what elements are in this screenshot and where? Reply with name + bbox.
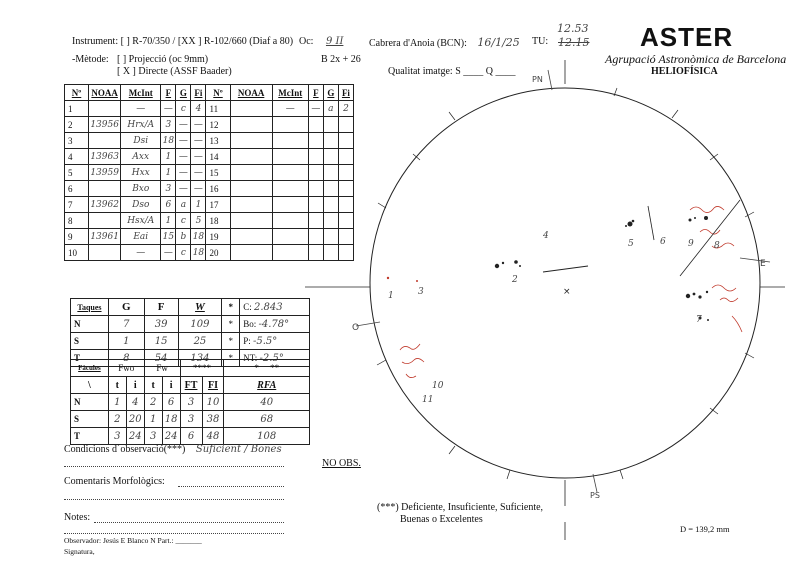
spots-cell-g: —: [176, 133, 191, 149]
facules-cell: 38: [202, 411, 224, 428]
spots-header-2: McInt: [121, 85, 161, 101]
taques-cell-label: S: [71, 333, 109, 350]
param-label: Bo:: [243, 318, 257, 329]
group-label-2: 2: [512, 275, 518, 285]
spots-cell-n2: 20: [206, 245, 230, 261]
spots-cell-g: a: [176, 197, 191, 213]
taques-cell-label: N: [71, 316, 109, 333]
spots-cell-g: c: [176, 101, 191, 117]
spots-cell-f: 18: [161, 133, 176, 149]
taques-cell-s: *: [222, 333, 240, 350]
param-label: C:: [243, 301, 252, 312]
pole-north-label: PN: [532, 75, 543, 84]
condition-legend-2: Buenas o Excelentes: [400, 514, 483, 525]
param-label: P:: [243, 335, 251, 346]
facules-header-3: ****: [180, 360, 224, 377]
facules-cell: 3: [144, 428, 162, 445]
group-label-1: 1: [388, 291, 394, 301]
facules-row-label: T: [71, 428, 109, 445]
tu-struck-value: 12.15: [558, 36, 590, 49]
spots-cell-mcint: Eai: [121, 229, 161, 245]
spots-cell-noaa: 13956: [89, 117, 121, 133]
spots-header-9: F: [308, 85, 323, 101]
notes-label: Notes:: [64, 512, 91, 523]
spots-cell-fi: 5: [191, 213, 206, 229]
spots-cell-fi2: 2: [338, 101, 353, 117]
spots-cell-n2: 15: [206, 165, 230, 181]
facules-cell: 20: [126, 411, 144, 428]
facules-cell: 68: [224, 411, 310, 428]
spots-cell-f: —: [161, 245, 176, 261]
instrument-text: [ ] R-70/350 / [XX ] R-102/660 (Diaf a 80): [120, 36, 294, 47]
east-marker: [740, 258, 770, 269]
pole-south-marker: [590, 474, 600, 500]
spots-cell-n2: 17: [206, 197, 230, 213]
centre-cross: ×: [563, 287, 571, 297]
spots-cell-f: 1: [161, 149, 176, 165]
facules-subheader-1: t: [108, 377, 126, 394]
taques-header-4: *: [222, 299, 240, 316]
spots-cell-mcint: Hxx: [121, 165, 161, 181]
tu-label: TU:: [532, 36, 549, 47]
param-value: 2.843: [254, 301, 283, 313]
disk-diameter: D = 139,2 mm: [680, 524, 730, 534]
facules-header-1: Fwo: [108, 360, 144, 377]
facules-header-0: Fàcules: [71, 360, 109, 377]
spots-cell-mcint: Hsx/A: [121, 213, 161, 229]
pole-north-marker: [532, 70, 552, 90]
facules-subheader-6: FI: [202, 377, 224, 394]
spots-cell-fi: —: [191, 149, 206, 165]
spots-cell-noaa: 13961: [89, 229, 121, 245]
taques-header-3: W: [178, 299, 222, 316]
spots-cell-n: 3: [65, 133, 89, 149]
faculae-small: [387, 277, 418, 282]
spots-cell-fi: —: [191, 165, 206, 181]
taques-cell-label: T: [71, 350, 109, 367]
spots-cell-n: 6: [65, 181, 89, 197]
faculae-west: [400, 344, 424, 378]
spots-cell-f: 15: [161, 229, 176, 245]
observer-line: Observador: Jesús E Blanco N Part.: _______: [64, 536, 202, 545]
spots-cell-mcint2: —: [272, 101, 308, 117]
taques-cell-f: 39: [144, 316, 178, 333]
facules-cell: 24: [126, 428, 144, 445]
spots-cell-noaa: 13962: [89, 197, 121, 213]
facules-cell: 108: [224, 428, 310, 445]
spots-cell-f: 1: [161, 213, 176, 229]
facules-row-label: N: [71, 394, 109, 411]
condition-legend-1: (***) Deficiente, Insuficiente, Suficiente,: [377, 502, 544, 513]
taques-cell-w: 109: [178, 316, 222, 333]
facules-subheader-0: \: [71, 377, 109, 394]
facules-cell: 1: [144, 411, 162, 428]
group-label-3: 3: [418, 287, 424, 297]
group-label-5: 5: [628, 239, 634, 249]
spots-cell-g: c: [176, 213, 191, 229]
spots-cell-mcint: Axx: [121, 149, 161, 165]
spot-group-9: [686, 291, 708, 299]
method-label: -Mètode:: [72, 54, 109, 65]
spots-cell-f2: —: [308, 101, 323, 117]
spots-cell-n2: 19: [206, 229, 230, 245]
spot-group-2: [495, 260, 521, 268]
spots-cell-n: 1: [65, 101, 89, 117]
oc-label: Oc:: [299, 36, 314, 47]
spots-header-7: NOAA: [230, 85, 272, 101]
spots-cell-g: b: [176, 229, 191, 245]
spots-cell-mcint: Hrx/A: [121, 117, 161, 133]
facules-row-label: S: [71, 411, 109, 428]
taques-cell-g: 7: [108, 316, 144, 333]
spots-cell-mcint: Dso: [121, 197, 161, 213]
spots-cell-fi: 18: [191, 245, 206, 261]
spots-header-8: McInt: [272, 85, 308, 101]
facules-subheader-5: FT: [180, 377, 202, 394]
spots-cell-g: —: [176, 181, 191, 197]
spots-cell-g: c: [176, 245, 191, 261]
facules-cell: 1: [108, 394, 126, 411]
spots-header-1: NOAA: [89, 85, 121, 101]
param-value: -2.5°: [259, 352, 284, 364]
spots-cell-mcint: —: [121, 245, 161, 261]
spots-cell-n2: 14: [206, 149, 230, 165]
spots-cell-mcint: Bxo: [121, 181, 161, 197]
location-label: Cabrera d'Anoia (BCN):: [369, 38, 467, 49]
facules-cell: 10: [202, 394, 224, 411]
morphology-label: Comentaris Morfològics:: [64, 476, 165, 487]
group-label-11: 11: [422, 395, 434, 405]
equator-line: [543, 266, 588, 272]
facules-cell: 2: [144, 394, 162, 411]
oc-value: 9 II: [325, 36, 344, 47]
facules-subheader-3: t: [144, 377, 162, 394]
east-label: E: [760, 259, 766, 269]
facules-header-4: *: [254, 363, 259, 373]
facules-subheader-2: i: [126, 377, 144, 394]
spots-cell-g2: a: [323, 101, 338, 117]
taques-header-2: F: [144, 299, 178, 316]
group-labels: [388, 231, 720, 405]
spots-cell-n2: 12: [206, 117, 230, 133]
spots-cell-n: 4: [65, 149, 89, 165]
param-value: -5.5°: [253, 335, 278, 347]
spots-cell-f: 1: [161, 165, 176, 181]
spots-cell-fi: —: [191, 117, 206, 133]
no-obs-label: NO OBS.: [322, 458, 361, 469]
spots-cell-g: —: [176, 117, 191, 133]
group-label-4: 4: [543, 231, 549, 241]
facules-cell: 4: [126, 394, 144, 411]
instrument-label: Instrument:: [72, 36, 119, 47]
facules-cell: 6: [162, 394, 180, 411]
spots-cell-g: —: [176, 149, 191, 165]
group-divider-2: [648, 206, 654, 240]
method-option-direct: [ X ] Directe (ASSF Baader): [117, 66, 232, 77]
brand-section: HELIOFÍSICA: [651, 66, 718, 77]
faculae-east: [690, 206, 742, 332]
group-label-10: 10: [432, 381, 444, 391]
spots-cell-n: 5: [65, 165, 89, 181]
spots-cell-n: 10: [65, 245, 89, 261]
conditions-value: Suficient / Bones: [195, 444, 282, 455]
spots-header-11: Fi: [338, 85, 353, 101]
facules-cell: 24: [162, 428, 180, 445]
group-label-8: 8: [714, 241, 720, 251]
spots-cell-n: 7: [65, 197, 89, 213]
facules-cell: 40: [224, 394, 310, 411]
date-value: 16/1/25: [477, 36, 520, 49]
spots-cell-fi: 4: [191, 101, 206, 117]
spots-cell-n: 8: [65, 213, 89, 229]
conditions-label: Condicions d´observació(***): [64, 444, 186, 455]
spots-cell-n: 9: [65, 229, 89, 245]
solar-disk-outline: [370, 88, 760, 478]
spots-cell-fi: —: [191, 133, 206, 149]
taques-cell-w: 25: [178, 333, 222, 350]
spots-cell-n: 2: [65, 117, 89, 133]
spots-cell-noaa: 13963: [89, 149, 121, 165]
spots-cell-f: 3: [161, 117, 176, 133]
spots-cell-mcint: —: [121, 101, 161, 117]
facules-cell: 2: [108, 411, 126, 428]
spots-header-4: G: [176, 85, 191, 101]
signature-label: Signatura,: [64, 547, 95, 556]
taques-cell-w: 134: [178, 350, 222, 367]
taques-cell-g: 1: [108, 333, 144, 350]
spots-cell-noaa: 13959: [89, 165, 121, 181]
taques-header-0: Taques: [71, 299, 109, 316]
pole-south-label: PS: [590, 491, 600, 500]
group-label-7: 7: [696, 315, 702, 325]
spots-cell-n2: 16: [206, 181, 230, 197]
spots-header-3: F: [161, 85, 176, 101]
taques-header-1: G: [108, 299, 144, 316]
brand-name: ASTER: [640, 22, 734, 52]
spots-cell-n2: 11: [206, 101, 230, 117]
taques-cell-f: 54: [144, 350, 178, 367]
taques-cell-f: 15: [144, 333, 178, 350]
spots-cell-f: 6: [161, 197, 176, 213]
spots-cell-g: —: [176, 165, 191, 181]
spot-group-7: [689, 216, 709, 222]
spots-header-5: Fi: [191, 85, 206, 101]
tu-value: 12.53: [557, 22, 589, 35]
facules-cell: 3: [180, 394, 202, 411]
facules-cell: 6: [180, 428, 202, 445]
spots-cell-n2: 18: [206, 213, 230, 229]
facules-header-5: **: [270, 363, 280, 373]
facules-header-2: Fw: [144, 360, 180, 377]
spot-group-5: [625, 220, 634, 227]
taques-cell-s: *: [222, 316, 240, 333]
spots-header-0: Nº: [65, 85, 89, 101]
spots-cell-mcint: Dsi: [121, 133, 161, 149]
limb-ticks: [377, 88, 754, 479]
taques-cell-g: 8: [108, 350, 144, 367]
facules-cell: 48: [202, 428, 224, 445]
group-label-9: 9: [688, 239, 694, 249]
spots-header-10: G: [323, 85, 338, 101]
spots-cell-f: —: [161, 101, 176, 117]
image-quality: Qualitat imatge: S ____ Q ____: [388, 66, 516, 77]
spots-cell-fi: 1: [191, 197, 206, 213]
spots-cell-fi: 18: [191, 229, 206, 245]
param-value: -4.78°: [258, 318, 290, 330]
spots-cell-f: 3: [161, 181, 176, 197]
facules-subheader-4: i: [162, 377, 180, 394]
spots-cell-n2: 13: [206, 133, 230, 149]
west-label: O: [352, 323, 360, 333]
method-option-projection: [ ] Projecció (oc 9mm): [117, 54, 209, 65]
brand-subtitle: Agrupació Astronòmica de Barcelona: [605, 52, 787, 66]
facules-subheader-7: RFA: [224, 377, 310, 394]
spots-header-6: Nº: [206, 85, 230, 101]
param-label: NT:: [243, 352, 258, 363]
facules-cell: 3: [180, 411, 202, 428]
facules-cell: 18: [162, 411, 180, 428]
facules-cell: 3: [108, 428, 126, 445]
spots-cell-fi: —: [191, 181, 206, 197]
barlow-setting: B 2x + 26: [321, 54, 361, 65]
group-label-6: 6: [660, 237, 666, 247]
taques-cell-s: *: [222, 350, 240, 367]
